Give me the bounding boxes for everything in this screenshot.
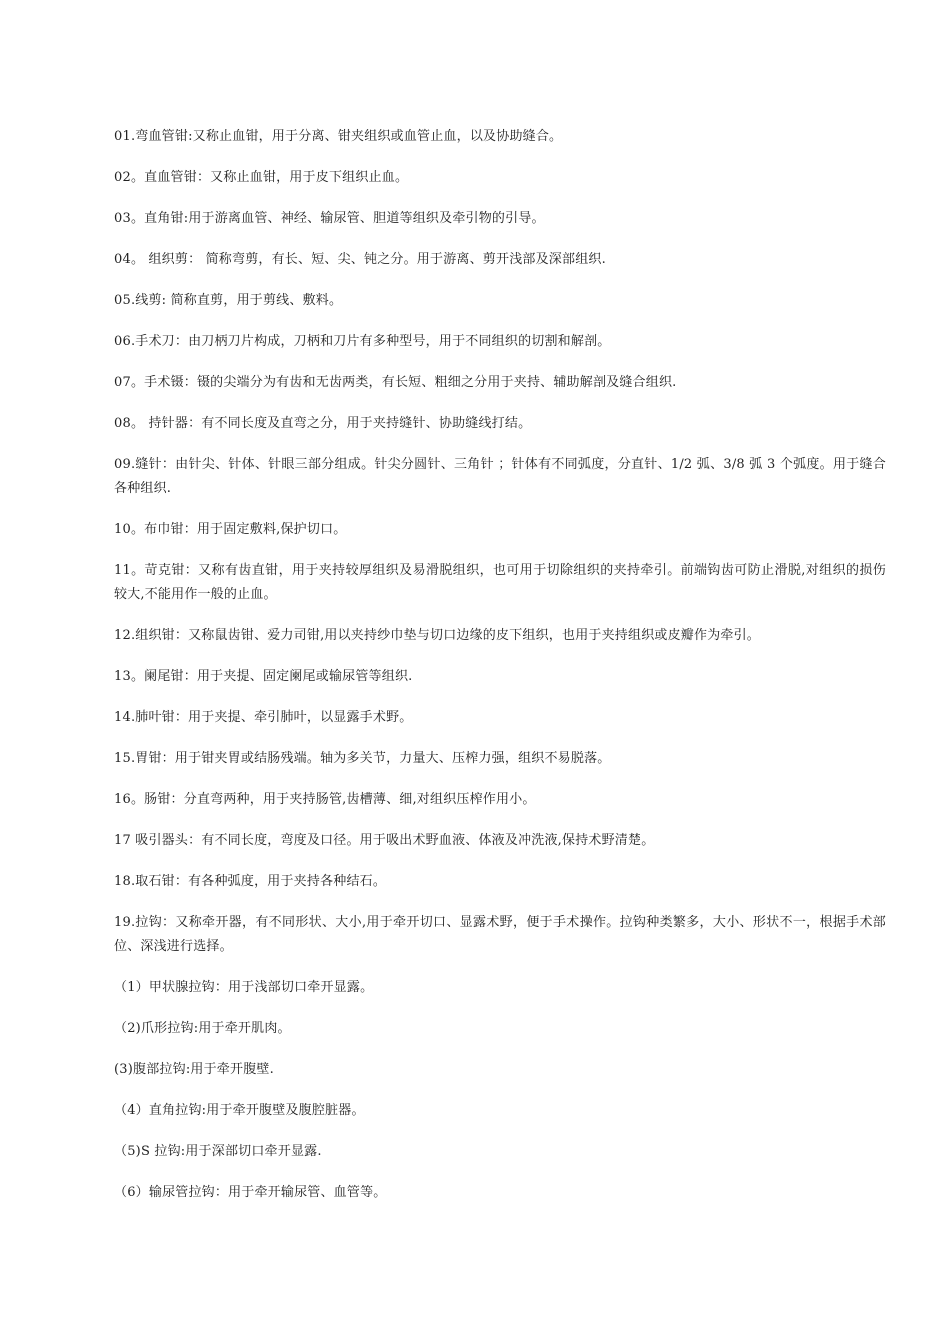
paragraph-08: 08。 持针器：有不同长度及直弯之分，用于夹持缝针、协助缝线打结。	[114, 416, 532, 431]
paragraph-03: 03。直角钳:用于游离血管、神经、输尿管、胆道等组织及牵引物的引导。	[114, 211, 545, 226]
paragraph-05: 05.线剪: 简称直剪，用于剪线、敷料。	[114, 293, 343, 308]
paragraph-19: 19.拉钩：又称牵开器，有不同形状、大小,用于牵开切口、显露术野，便于手术操作。拉钩种类繁多，大小、形状不一，根据手术部位、深浅进行选择。	[114, 915, 886, 954]
subitem-1: （1）甲状腺拉钩：用于浅部切口牵开显露。	[114, 980, 374, 995]
subitem-4: （4）直角拉钩:用于牵开腹壁及腹腔脏器。	[114, 1103, 365, 1118]
paragraph-12: 12.组织钳：又称鼠齿钳、爱力司钳,用以夹持纱巾垫与切口边缘的皮下组织，也用于夹持组织或皮瓣作为牵引。	[114, 628, 761, 643]
subitem-2: （2)爪形拉钩:用于牵开肌肉。	[114, 1021, 291, 1036]
paragraph-18: 18.取石钳：有各种弧度，用于夹持各种结石。	[114, 874, 387, 889]
paragraph-07: 07。手术镊：镊的尖端分为有齿和无齿两类，有长短、粗细之分用于夹持、辅助解剖及缝合组织.	[114, 375, 677, 390]
paragraph-14: 14.肺叶钳：用于夹提、牵引肺叶，以显露手术野。	[114, 710, 413, 725]
subitem-3: (3)腹部拉钩:用于牵开腹壁.	[114, 1062, 274, 1077]
paragraph-02: 02。直血管钳：又称止血钳，用于皮下组织止血。	[114, 170, 409, 185]
paragraph-09: 09.缝针：由针尖、针体、针眼三部分组成。针尖分圆针、三角针 ；针体有不同弧度，分直针、1/2 弧、3/8 弧 3 个弧度。用于缝合各种组织.	[114, 457, 886, 496]
paragraph-01: 01.弯血管钳:又称止血钳，用于分离、钳夹组织或血管止血，以及协助缝合。	[114, 129, 563, 144]
paragraph-15: 15.胃钳：用于钳夹胃或结肠残端。轴为多关节，力量大、压榨力强，组织不易脱落。	[114, 751, 611, 766]
paragraph-16: 16。肠钳：分直弯两种，用于夹持肠管,齿槽薄、细,对组织压榨作用小。	[114, 792, 536, 807]
paragraph-11: 11。苛克钳：又称有齿直钳，用于夹持较厚组织及易滑脱组织，也可用于切除组织的夹持牵引。前端钩齿可防止滑脱,对组织的损伤较大,不能用作一般的止血。	[114, 563, 886, 602]
paragraph-04: 04。 组织剪： 简称弯剪，有长、短、尖、钝之分。用于游离、剪开浅部及深部组织.	[114, 252, 606, 267]
paragraph-06: 06.手术刀：由刀柄刀片构成，刀柄和刀片有多种型号，用于不同组织的切割和解剖。	[114, 334, 611, 349]
subitem-6: （6）输尿管拉钩：用于牵开输尿管、血管等。	[114, 1185, 387, 1200]
document-body	[114, 125, 886, 1222]
paragraph-13: 13。阑尾钳：用于夹提、固定阑尾或输尿管等组织.	[114, 669, 413, 684]
paragraph-10: 10。布巾钳：用于固定敷料,保护切口。	[114, 522, 347, 537]
paragraph-17: 17 吸引器头：有不同长度，弯度及口径。用于吸出术野血液、体液及冲洗液,保持术野清楚。	[114, 833, 655, 848]
subitem-5: （5)S 拉钩:用于深部切口牵开显露.	[114, 1144, 322, 1159]
